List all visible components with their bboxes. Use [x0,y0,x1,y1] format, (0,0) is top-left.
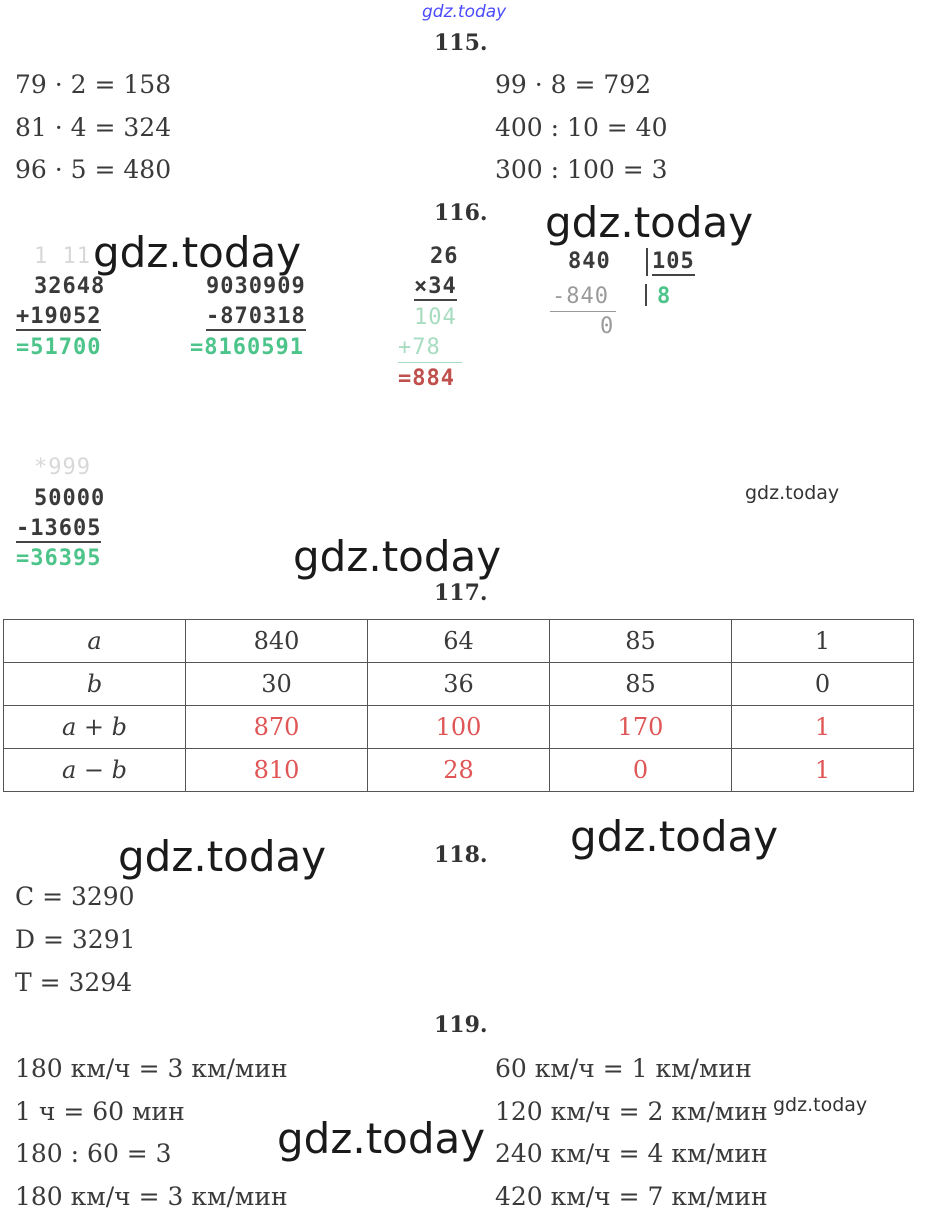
subtraction1-result: =8160591 [190,335,304,360]
addition-result: =51700 [16,335,102,360]
table-row [4,620,914,663]
watermark-top: gdz.today [422,2,507,22]
ab-table [3,619,914,792]
row-label: a [4,620,186,663]
subtraction2-operand-b: -13605 [16,516,102,541]
ex119-right-line-3: 240 км/ч = 4 км/мин [495,1139,768,1168]
ex115-left-line-1: 79 · 2 = 158 [15,70,172,99]
ex115-right-line-2: 400 : 10 = 40 [495,113,668,142]
table-cell: 1 [732,749,914,792]
division-dividend: 840 [568,249,611,274]
subtraction1-operand-a: 9030909 [206,274,306,299]
division-line [550,311,616,312]
row-label: a − b [4,749,186,792]
division-quotient: 8 [657,284,672,309]
table-cell: 28 [368,749,550,792]
ex118-line-2: D = 3291 [15,925,136,954]
watermark: gdz.today [277,1114,486,1163]
subtraction2-operand-a: 50000 [34,486,106,511]
ex119-right-line-4: 420 км/ч = 7 км/мин [495,1182,768,1211]
division-divisor: 105 [652,249,695,274]
subtraction2-borrow: *999 [34,455,91,480]
table-cell: 85 [550,620,732,663]
exercise-118-title: 118. [434,842,488,868]
exercise-119-title: 119. [434,1012,488,1038]
table-cell: 810 [186,749,368,792]
table-row [4,749,914,792]
multiplication-line [398,362,462,363]
table-cell: 0 [550,749,732,792]
watermark: gdz.today [293,532,502,581]
multiplication-operand-b: ×34 [414,274,457,299]
ex115-right-line-1: 99 · 8 = 792 [495,70,652,99]
multiplication-partial-2: +78 [398,335,441,360]
table-cell: 1 [732,620,914,663]
watermark: gdz.today [745,482,840,504]
exercise-117-title: 117. [434,580,488,606]
ex119-left-line-4: 180 км/ч = 3 км/мин [15,1182,288,1211]
addition-operand-b: +19052 [16,304,102,329]
multiplication-result: =884 [398,366,455,391]
multiplication-partial-1: 104 [414,305,457,330]
table-cell: 840 [186,620,368,663]
watermark: gdz.today [570,812,779,861]
table-cell: 64 [368,620,550,663]
ex119-left-line-1: 180 км/ч = 3 км/мин [15,1054,288,1083]
ex119-right-line-1: 60 км/ч = 1 км/мин [495,1054,752,1083]
table-cell: 30 [186,663,368,706]
ex115-left-line-2: 81 · 4 = 324 [15,113,172,142]
table-cell: 36 [368,663,550,706]
table-cell: 1 [732,706,914,749]
ex118-line-3: T = 3294 [15,968,133,997]
ex119-left-line-2: 1 ч = 60 мин [15,1097,185,1126]
row-label: b [4,663,186,706]
table-row [4,663,914,706]
addition-carry: 1 11 [34,244,91,269]
table-cell: 85 [550,663,732,706]
table-cell: 170 [550,706,732,749]
ex115-right-line-3: 300 : 100 = 3 [495,155,668,184]
ex119-left-line-3: 180 : 60 = 3 [15,1139,172,1168]
table-cell: 100 [368,706,550,749]
ex115-left-line-3: 96 · 5 = 480 [15,155,172,184]
table-row [4,706,914,749]
ex119-right-line-2: 120 км/ч = 2 км/мин [495,1097,768,1126]
row-label: a + b [4,706,186,749]
division-bar [646,248,648,276]
watermark: gdz.today [93,228,302,277]
watermark: gdz.today [545,198,754,247]
watermark: gdz.today [118,832,327,881]
watermark: gdz.today [773,1094,868,1116]
division-subtrahend: -840 [552,284,609,309]
addition-operand-a: 32648 [34,274,106,299]
exercise-116-title: 116. [434,200,488,226]
exercise-115-title: 115. [434,30,488,56]
ex118-line-1: C = 3290 [15,882,135,911]
division-bar-2 [645,284,647,306]
table-cell: 0 [732,663,914,706]
subtraction2-result: =36395 [16,546,102,571]
division-remainder: 0 [600,314,615,339]
table-cell: 870 [186,706,368,749]
multiplication-operand-a: 26 [430,244,459,269]
subtraction1-operand-b: -870318 [206,304,306,329]
